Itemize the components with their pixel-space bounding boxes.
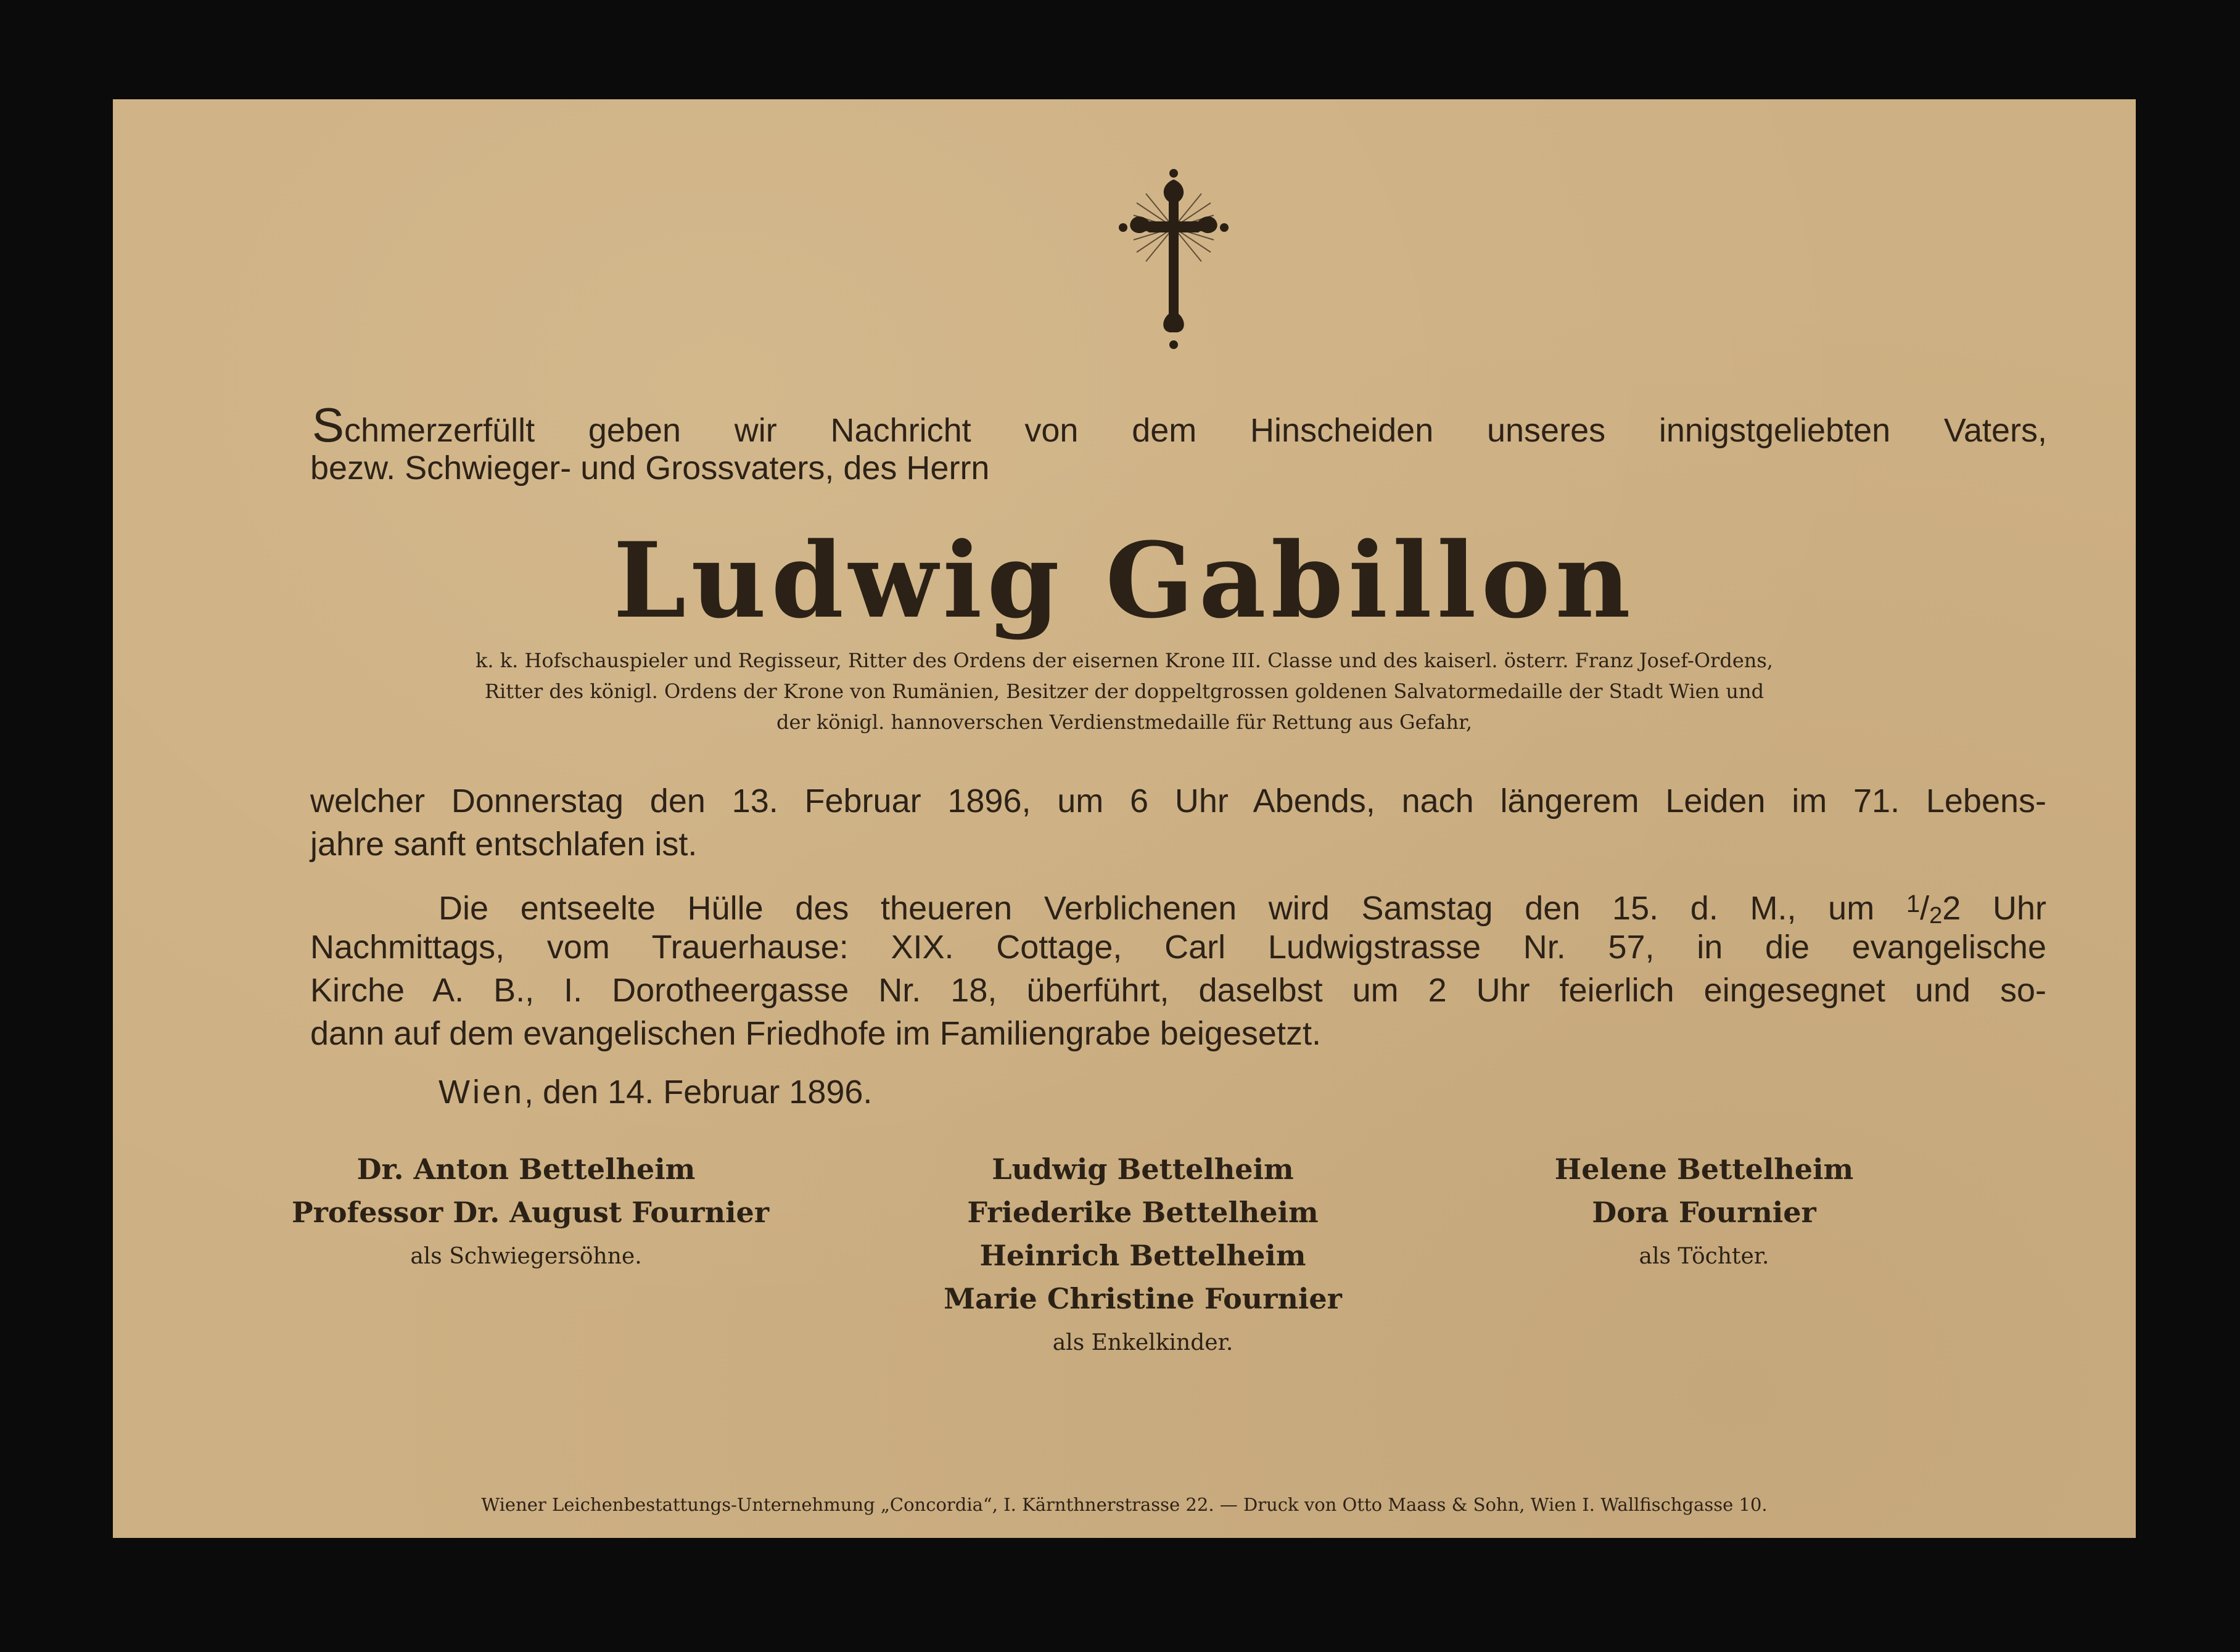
- place-city: Wien: [439, 1074, 525, 1111]
- fraction-numerator: 1: [1906, 890, 1921, 918]
- signatory-name: Helene Bettelheim: [1554, 1153, 1854, 1186]
- signatory-name: Friederike Bettelheim: [967, 1196, 1319, 1229]
- intro-line-1: [312, 398, 2047, 452]
- drop-cap: S: [312, 398, 345, 452]
- fraction-slash: /: [1920, 890, 1930, 927]
- death-line-2: jahre sanft entschlafen ist.: [310, 826, 698, 863]
- signatory-name: Ludwig Bettelheim: [992, 1153, 1294, 1186]
- titles-line: der königl. hannoverschen Verdienstmedaille für Rettung aus Gefahr,: [776, 710, 1473, 734]
- signatory-role: als Töchter.: [1639, 1244, 1769, 1269]
- funeral-line-3: Kirche A. B., I. Dorotheergasse Nr. 18, überführt, daselbst um 2 Uhr feierlich eingesegnet und so-: [310, 972, 2046, 1009]
- signatory-role: als Enkelkinder.: [1052, 1330, 1233, 1355]
- obituary-card: [113, 99, 2136, 1538]
- cross-icon: [1112, 166, 1235, 351]
- death-line-1: welcher Donnerstag den 13. Februar 1896, um 6 Uhr Abends, nach längerem Leiden im 71. Lebens-: [310, 783, 2046, 820]
- intro-line-2: bezw. Schwieger- und Grossvaters, des Herrn: [310, 450, 990, 487]
- signatory-name: Marie Christine Fournier: [944, 1282, 1342, 1315]
- fraction-denominator: 2: [1929, 903, 1943, 929]
- signatories-daughters: [1531, 1148, 1877, 1280]
- funeral-line-4: dann auf dem evangelischen Friedhofe im Familiengrabe beigesetzt.: [310, 1015, 1321, 1052]
- titles-line: Ritter des königl. Ordens der Krone von Rumänien, Besitzer der doppeltgrossen goldenen Salvatormedaille der Stadt Wien und: [484, 680, 1764, 703]
- deceased-name: Ludwig Gabillon: [613, 519, 1636, 641]
- titles-block: [390, 645, 1858, 738]
- signatory-name: Professor Dr. August Fournier: [292, 1196, 770, 1229]
- signatories-grandchildren: [915, 1148, 1371, 1366]
- printer-footer: Wiener Leichenbestattungs-Unternehmung „Concordia“, I. Kärnthnerstrasse 22. — Druck von Otto Maass & Sohn, Wien I. Wallfischgasse 10.: [481, 1494, 1768, 1515]
- date-text: , den 14. Februar 1896.: [524, 1074, 873, 1111]
- place-date: [439, 1071, 1179, 1114]
- signatory-name: Heinrich Bettelheim: [979, 1239, 1306, 1272]
- signatory-name: Dr. Anton Bettelheim: [356, 1153, 696, 1186]
- funeral-time: 2 Uhr: [1942, 890, 2047, 927]
- intro-text: chmerzerfüllt geben wir Nachricht von dem Hinscheiden unseres innigstgeliebten Vaters,: [344, 412, 2047, 449]
- funeral-line-2: Nachmittags, vom Trauerhause: XIX. Cottage, Carl Ludwigstrasse Nr. 57, in die evangelische: [310, 929, 2046, 966]
- signatory-role: als Schwiegersöhne.: [410, 1244, 642, 1269]
- signatory-name: Dora Fournier: [1592, 1196, 1816, 1229]
- titles-line: k. k. Hofschauspieler und Regisseur, Ritter des Ordens der eisernen Krone III. Classe und des kaiserl. österr. Franz Josef-Ordens,: [476, 649, 1773, 672]
- funeral-text: Die entseelte Hülle des theueren Verblichenen wird Samstag den 15. d. M., um: [439, 890, 1906, 927]
- signatories-sons-in-law: [292, 1148, 770, 1280]
